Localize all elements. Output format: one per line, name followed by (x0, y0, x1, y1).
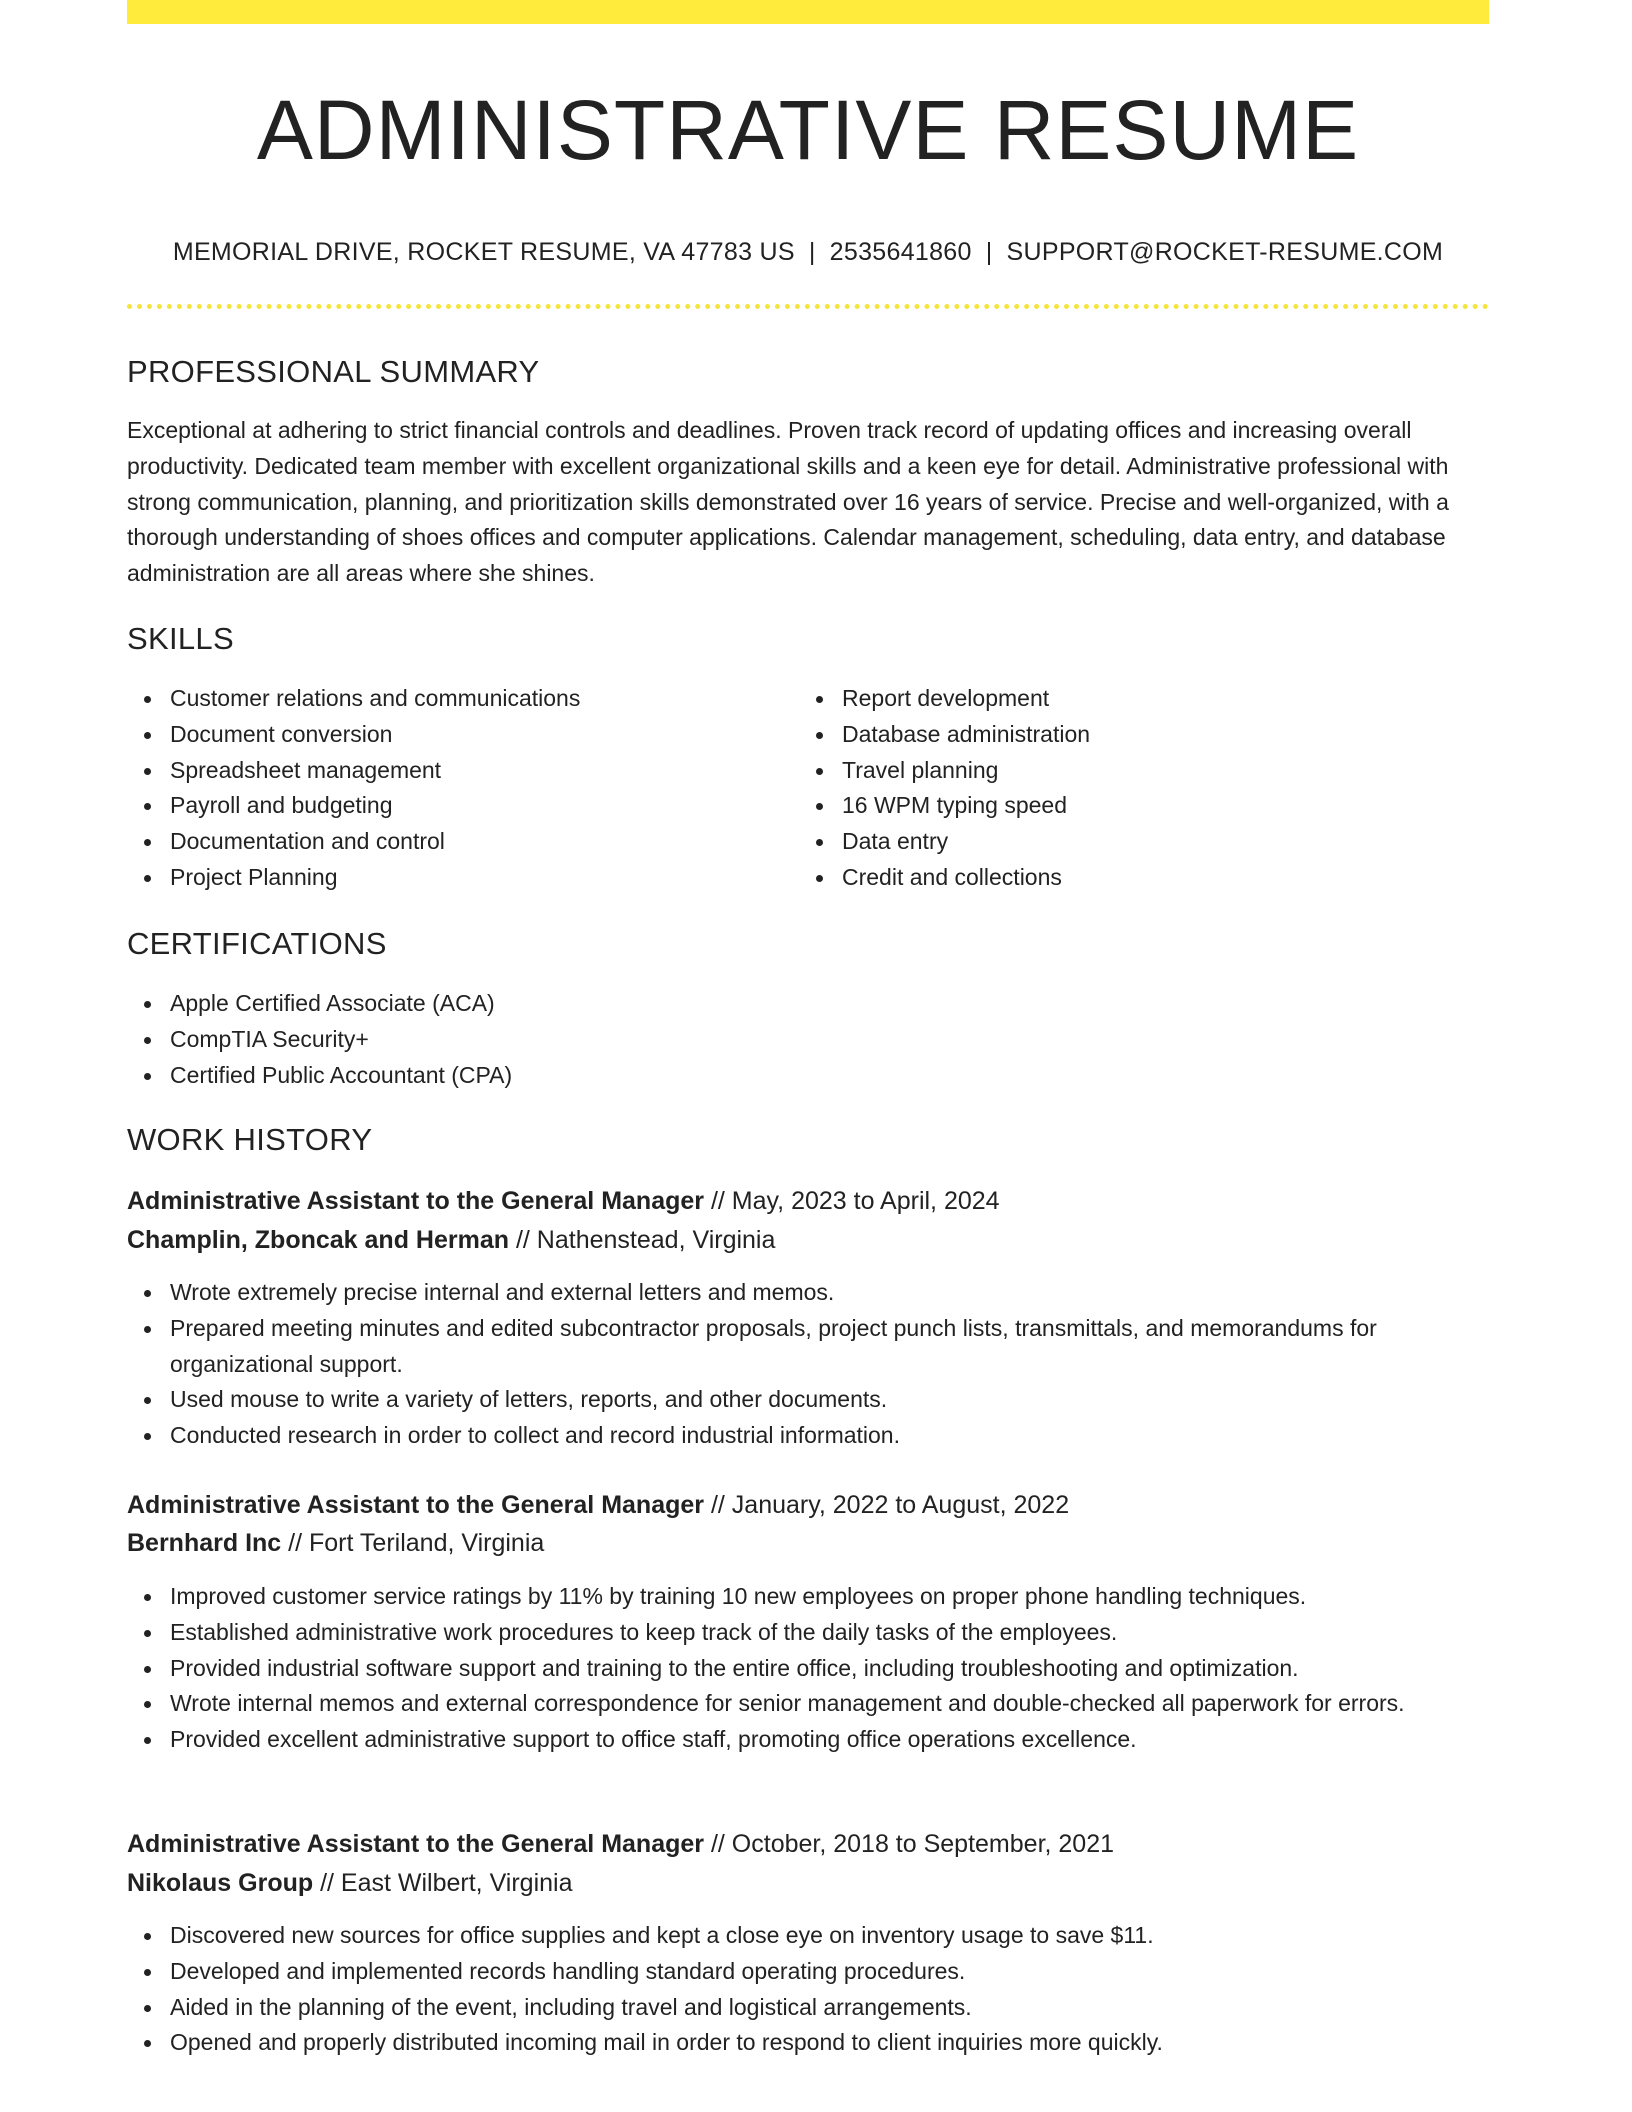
contact-line (127, 236, 1489, 268)
skill-item: Travel planning (799, 753, 1489, 789)
skill-item: 16 WPM typing speed (799, 788, 1489, 824)
job-title-line (127, 1488, 1069, 1522)
resume-page (127, 0, 1489, 2112)
job-location: // Fort Teriland, Virginia (288, 1529, 545, 1557)
job-bullets (127, 1579, 1489, 1758)
job-dates: // January, 2022 to August, 2022 (710, 1491, 1070, 1519)
accent-bar (127, 0, 1489, 24)
job-bullet: Wrote internal memos and external correspondence for senior management and double-checked all paperwork for errors. (127, 1686, 1489, 1722)
skill-item: Spreadsheet management (127, 753, 787, 789)
job-bullet: Used mouse to write a variety of letters, reports, and other documents. (127, 1382, 1489, 1418)
skill-item: Data entry (799, 824, 1489, 860)
job-company-line (127, 1223, 775, 1257)
job-bullet: Established administrative work procedures to keep track of the daily tasks of the employees. (127, 1615, 1489, 1651)
job-title: Administrative Assistant to the General Manager (127, 1491, 705, 1519)
certification-item: Apple Certified Associate (ACA) (127, 986, 1489, 1022)
contact-phone: 2535641860 (829, 238, 972, 266)
contact-address: MEMORIAL DRIVE, ROCKET RESUME, VA 47783 US (172, 238, 795, 266)
certification-item: CompTIA Security+ (127, 1022, 1489, 1058)
job-bullet: Provided excellent administrative support to office staff, promoting office operations excellence. (127, 1722, 1489, 1758)
certifications-list (127, 986, 1489, 1093)
skill-item: Credit and collections (799, 860, 1489, 896)
contact-separator: | (985, 238, 993, 266)
job-company: Bernhard Inc (127, 1529, 282, 1557)
job-bullets (127, 1275, 1489, 1454)
certification-item: Certified Public Accountant (CPA) (127, 1058, 1489, 1094)
certifications-heading: CERTIFICATIONS (127, 926, 387, 961)
job-dates: // October, 2018 to September, 2021 (710, 1830, 1115, 1858)
skill-item: Database administration (799, 717, 1489, 753)
job-company-line (127, 1866, 573, 1900)
skills-heading: SKILLS (127, 621, 234, 656)
contact-separator: | (808, 238, 816, 266)
skill-item: Document conversion (127, 717, 787, 753)
summary-text: Exceptional at adhering to strict financial controls and deadlines. Proven track record of updating offices and increasing overall productivity. Dedicated team member with excellent organizational skills and a keen eye for detail. Administrative professional with strong communication, planning, and prioritization skills demonstrated over 16 years of service. Precise and well-organized, with a thorough understanding of shoes offices and computer applications. Calendar management, scheduling, data entry, and database administration are all areas where she shines. (127, 417, 1449, 587)
job-location: // East Wilbert, Virginia (320, 1869, 573, 1897)
dotted-divider (127, 304, 1489, 309)
skill-item: Report development (799, 681, 1489, 717)
job-location: // Nathenstead, Virginia (515, 1226, 776, 1254)
skill-item: Customer relations and communications (127, 681, 787, 717)
job-title-line (127, 1184, 1000, 1218)
skills-list-left (127, 681, 787, 896)
job-bullet: Aided in the planning of the event, including travel and logistical arrangements. (127, 1990, 1489, 2026)
job-bullet: Discovered new sources for office supplies and kept a close eye on inventory usage to save $11. (127, 1918, 1489, 1954)
job-company: Nikolaus Group (127, 1869, 314, 1897)
job-title-line (127, 1827, 1114, 1861)
job-title: Administrative Assistant to the General Manager (127, 1187, 705, 1215)
job-company-line (127, 1526, 544, 1560)
job-dates: // May, 2023 to April, 2024 (710, 1187, 1000, 1215)
job-bullet: Improved customer service ratings by 11% by training 10 new employees on proper phone handling techniques. (127, 1579, 1489, 1615)
skill-item: Documentation and control (127, 824, 787, 860)
job-bullet: Wrote extremely precise internal and external letters and memos. (127, 1275, 1489, 1311)
resume-title: ADMINISTRATIVE RESUME (256, 83, 1360, 177)
job-bullet: Prepared meeting minutes and edited subcontractor proposals, project punch lists, transmittals, and memorandums for organizational support. (127, 1311, 1489, 1383)
job-bullet: Provided industrial software support and training to the entire office, including troubleshooting and optimization. (127, 1651, 1489, 1687)
job-company: Champlin, Zboncak and Herman (127, 1226, 510, 1254)
job-bullets (127, 1918, 1489, 2061)
skill-item: Project Planning (127, 860, 787, 896)
job-title: Administrative Assistant to the General Manager (127, 1830, 705, 1858)
job-bullet: Opened and properly distributed incoming mail in order to respond to client inquiries more quickly. (127, 2025, 1489, 2061)
work-history-heading: WORK HISTORY (127, 1122, 373, 1157)
contact-email: SUPPORT@ROCKET-RESUME.COM (1006, 238, 1444, 266)
skill-item: Payroll and budgeting (127, 788, 787, 824)
summary-heading: PROFESSIONAL SUMMARY (127, 354, 540, 389)
job-bullet: Developed and implemented records handling standard operating procedures. (127, 1954, 1489, 1990)
job-bullet: Conducted research in order to collect and record industrial information. (127, 1418, 1489, 1454)
skills-list-right (799, 681, 1489, 896)
